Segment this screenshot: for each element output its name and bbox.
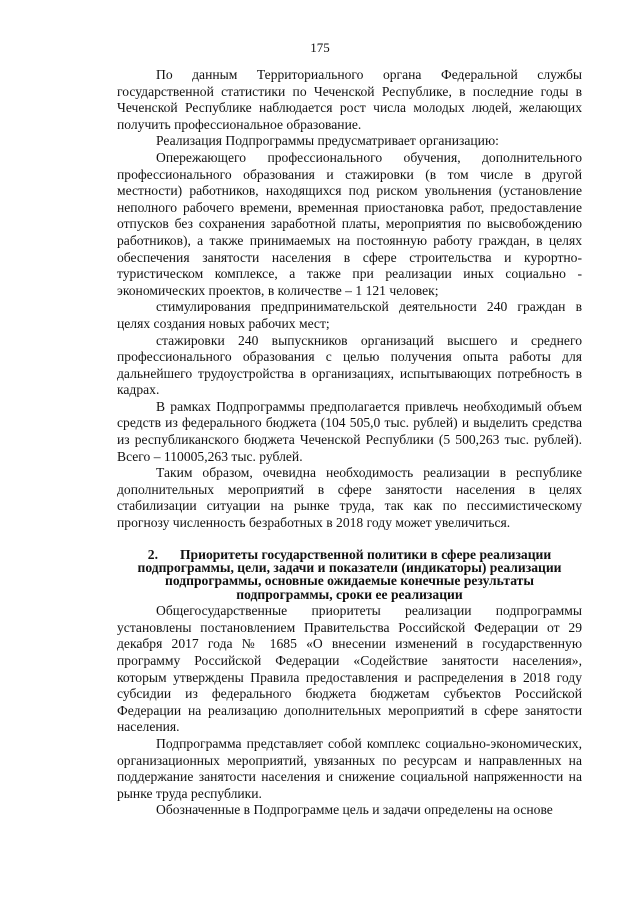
paragraph: стимулирования предпринимательской деятельности 240 граждан в целях создания новых рабочих мест; — [117, 299, 582, 331]
paragraph: стажировки 240 выпускников организаций высшего и среднего профессионального образования с целью получения опыта работы для дальнейшего трудоустройства в организациях, испытывающих потребность в кадрах. — [117, 332, 582, 398]
paragraph: Обозначенные в Подпрограмме цель и задачи определены на основе — [156, 802, 553, 818]
paragraph: По данным Территориального органа Федеральной службы государственной статистики по Чеченской Республике, в последние годы в Чеченской Республике наблюдается рост числа молодых людей, желающих получить профессиональное образование. — [117, 67, 582, 132]
paragraph: Опережающего профессионального обучения, дополнительного профессионального образования и стажировки (в том числе в другой местности) работников, находящихся под риском увольнения (установление неполного рабочего времени, временная приостановка работ, предоставление отпусков без сохранения заработной платы, мероприятия по высвобождению работников), а также принимаемых на постоянную работу граждан, в целях обеспечения занятости населения в сфере строительства и курортно-туристическом комплексе, а также при реализации иных социально - экономических проектов, в количестве – 1 121 человек; — [117, 149, 582, 298]
section-heading — [117, 548, 582, 602]
section-number: 2. — [147, 546, 158, 562]
section-heading-text: Приоритеты государственной политики в сфере реализации — [179, 546, 552, 562]
section-heading-line: подпрограммы, сроки ее реализации — [236, 586, 463, 602]
paragraph: Подпрограмма представляет собой комплекс социально-экономических, организационных мероприятий, увязанных по ресурсам и направленных на поддержание занятости населения и снижение социальной напряженности на рынке труда республики. — [117, 736, 582, 801]
section-heading-line: подпрограммы, цели, задачи и показатели (индикаторы) реализации — [137, 560, 562, 576]
paragraph: Реализация Подпрограммы предусматривает организацию: — [156, 133, 499, 149]
page-number: 175 — [310, 40, 330, 55]
paragraph: В рамках Подпрограммы предполагается привлечь необходимый объем средств из федерального бюджета (104 505,0 тыс. рублей) и выделить средства из республиканского бюджета Чеченской Республики (5 500,263 тыс. рублей). Всего – 110005,263 тыс. рублей. — [117, 398, 582, 464]
section-spacer — [117, 532, 582, 548]
document-body — [117, 67, 582, 819]
paragraph: Общегосударственные приоритеты реализации подпрограммы установлены постановлением Правительства Российской Федерации от 29 декабря 2017 года № 1685 «О внесении изменений в государственную программу Российской Федерации «Содействие занятости населения», которым утверждены Правила предоставления и распределения в 2018 году субсидии из федерального бюджета бюджетам субъектов Российской Федерации на реализацию дополнительных мероприятий в сфере занятости населения. — [117, 603, 582, 735]
section-heading-line: подпрограммы, основные ожидаемые конечные результаты — [165, 573, 534, 589]
section-heading-line — [117, 548, 582, 561]
paragraph: Таким образом, очевидна необходимость реализации в республике дополнительных мероприятий в сфере занятости населения в целях стабилизации ситуации на рынке труда, так как по пессимистическому прогнозу численность безработных в 2018 году может увеличиться. — [117, 465, 582, 531]
